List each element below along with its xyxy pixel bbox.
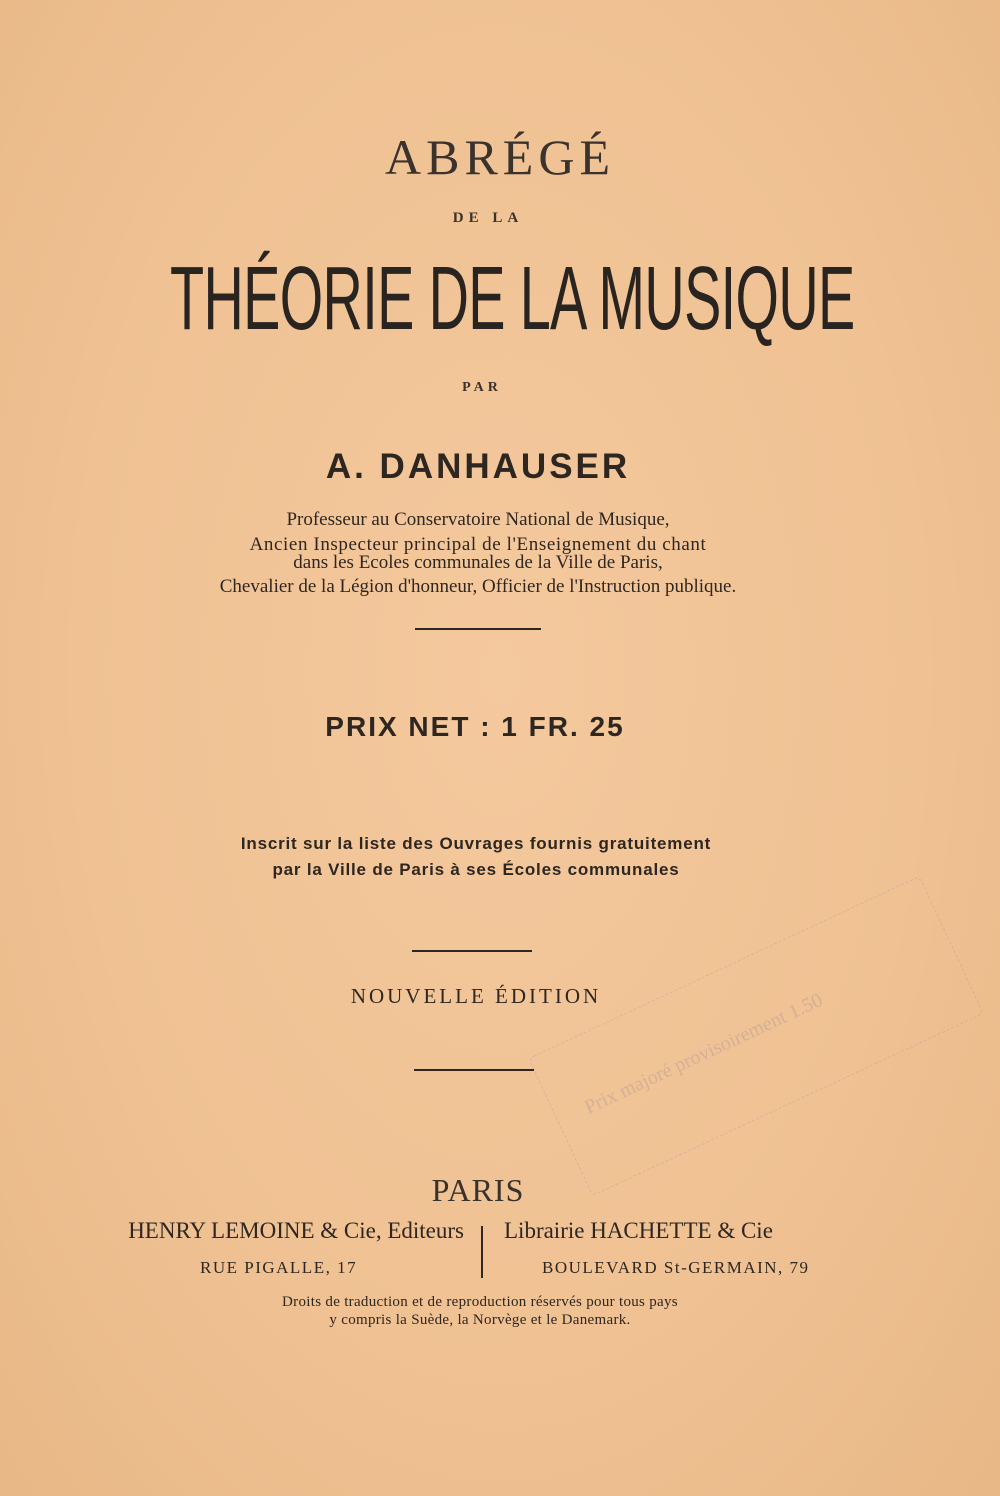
author-credential: dans les Ecoles communales de la Ville de Paris,: [293, 552, 663, 573]
par-text: PAR: [462, 380, 502, 395]
de-la-text: DE LA: [452, 210, 524, 226]
publisher-divider: [481, 1226, 483, 1278]
author-name: A. DANHAUSER: [325, 447, 631, 486]
price-line: PRIX NET : 1 FR. 25: [325, 711, 625, 742]
divider-rule: [415, 628, 541, 630]
stamp-text: Prix majoré provisoirement 1.50: [581, 988, 827, 1119]
author-credential: Ancien Inspecteur principal de l'Enseignement du chant: [249, 534, 707, 555]
publisher-right-address: BOULEVARD St-GERMAIN, 79: [542, 1258, 810, 1277]
publisher-right-name: Librairie HACHETTE & Cie: [504, 1218, 773, 1243]
inscription-line: par la Ville de Paris à ses Écoles communales: [272, 860, 680, 879]
price-stamp: [528, 876, 984, 1196]
inscription-line: Inscrit sur la liste des Ouvrages fournis gratuitement: [240, 834, 712, 853]
author-credential: Professeur au Conservatoire National de Musique,: [286, 509, 670, 530]
edition-label: NOUVELLE ÉDITION: [350, 984, 602, 1008]
abrege-heading: ABRÉGÉ: [385, 129, 615, 185]
divider-rule: [414, 1069, 534, 1071]
rights-notice: Droits de traduction et de reproduction réservés pour tous pays: [282, 1294, 678, 1310]
publisher-city: PARIS: [431, 1172, 525, 1208]
book-title: THÉORIE DE LA MUSIQUE: [170, 249, 855, 349]
publisher-left-name: HENRY LEMOINE & Cie, Editeurs: [128, 1218, 464, 1243]
divider-rule: [412, 950, 532, 952]
rights-notice: y compris la Suède, la Norvège et le Danemark.: [329, 1312, 631, 1328]
publisher-left-address: RUE PIGALLE, 17: [200, 1258, 358, 1277]
author-credential: Chevalier de la Légion d'honneur, Officier de l'Instruction publique.: [219, 576, 737, 597]
